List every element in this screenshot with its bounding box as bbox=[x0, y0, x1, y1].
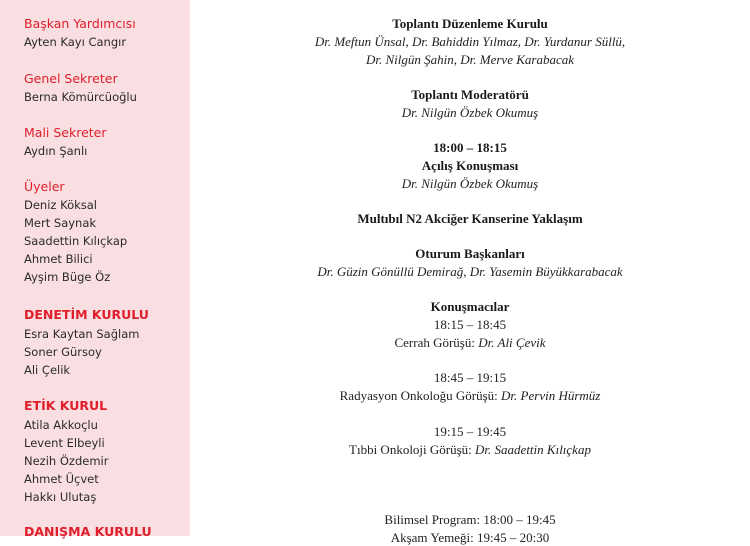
speaker-time: 18:15 – 18:45 bbox=[433, 317, 507, 332]
session-chairs-names: Dr. Güzin Gönüllü Demirağ, Dr. Yasemin Büyükkarabacak bbox=[317, 264, 623, 279]
advisory-board-title: DANIŞMA KURULU bbox=[24, 524, 152, 539]
member-name: Deniz Köksal bbox=[24, 198, 98, 212]
secretary-general-name: Berna Kömürcüoğlu bbox=[24, 90, 137, 104]
speaker-role: Radyasyon Onkoloğu Görüşü: bbox=[339, 388, 502, 403]
speaker-name: Dr. Saadettin Kılıçkap bbox=[475, 442, 591, 457]
opening-speaker-name: Dr. Nilgün Özbek Okumuş bbox=[401, 176, 539, 191]
speakers-heading: Konuşmacılar bbox=[430, 299, 510, 314]
speaker-line bbox=[190, 335, 750, 351]
ethics-member-name: Ahmet Üçvet bbox=[24, 472, 99, 486]
ethics-board-title: ETİK KURUL bbox=[24, 398, 108, 413]
organizing-committee-names: Dr. Meftun Ünsal, Dr. Bahiddin Yılmaz, Dr. Yurdanur Süllü, bbox=[314, 34, 626, 49]
member-name: Mert Saynak bbox=[24, 216, 97, 230]
organizing-committee-heading: Toplantı Düzenleme Kurulu bbox=[392, 16, 548, 31]
vice-president-title: Başkan Yardımcısı bbox=[24, 16, 136, 31]
speaker-role: Tıbbi Onkoloji Görüşü: bbox=[349, 442, 476, 457]
program-content bbox=[190, 0, 750, 545]
audit-member-name: Esra Kaytan Sağlam bbox=[24, 327, 140, 341]
moderator-name: Dr. Nilgün Özbek Okumuş bbox=[401, 105, 539, 120]
speaker-role: Cerrah Görüşü: bbox=[394, 335, 479, 350]
opening-time: 18:00 – 18:15 bbox=[433, 140, 507, 155]
audit-member-name: Soner Gürsoy bbox=[24, 345, 102, 359]
ethics-member-name: Hakkı Ulutaş bbox=[24, 490, 97, 504]
vice-president-name: Ayten Kayı Cangır bbox=[24, 35, 127, 49]
audit-member-name: Ali Çelik bbox=[24, 363, 71, 377]
audit-board-title: DENETİM KURULU bbox=[24, 307, 149, 322]
opening-speech-heading: Açılış Konuşması bbox=[421, 158, 519, 173]
member-name: Saadettin Kılıçkap bbox=[24, 234, 128, 248]
speaker-name: Dr. Ali Çevik bbox=[478, 335, 546, 350]
speaker-line bbox=[190, 442, 750, 458]
dinner-time: Akşam Yemeği: 19:45 – 20:30 bbox=[390, 530, 550, 545]
treasurer-name: Aydın Şanlı bbox=[24, 144, 88, 158]
ethics-member-name: Levent Elbeyli bbox=[24, 436, 105, 450]
moderator-heading: Toplantı Moderatörü bbox=[411, 87, 529, 102]
secretary-general-title: Genel Sekreter bbox=[24, 71, 118, 86]
organizing-committee-names: Dr. Nilgün Şahin, Dr. Merve Karabacak bbox=[366, 52, 574, 67]
board-sidebar bbox=[0, 0, 190, 539]
members-title: Üyeler bbox=[24, 179, 65, 194]
speaker-time: 18:45 – 19:15 bbox=[433, 370, 507, 385]
session-chairs-heading: Oturum Başkanları bbox=[415, 246, 525, 261]
ethics-member-name: Nezih Özdemir bbox=[24, 454, 109, 468]
treasurer-title: Mali Sekreter bbox=[24, 125, 107, 140]
speaker-time: 19:15 – 19:45 bbox=[433, 424, 507, 439]
member-name: Ahmet Bilici bbox=[24, 252, 93, 266]
speaker-name: Dr. Pervin Hürmüz bbox=[501, 388, 601, 403]
speaker-line bbox=[190, 388, 750, 404]
member-name: Ayşim Büge Öz bbox=[24, 270, 111, 284]
session-title: Multıbıl N2 Akciğer Kanserine Yaklaşım bbox=[357, 211, 583, 226]
ethics-member-name: Atila Akkoçlu bbox=[24, 418, 98, 432]
scientific-program-time: Bilimsel Program: 18:00 – 19:45 bbox=[384, 512, 556, 527]
